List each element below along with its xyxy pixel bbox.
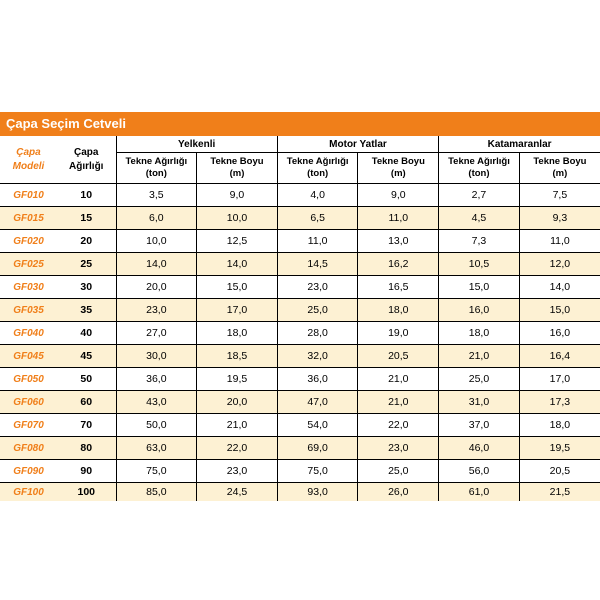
sheet-title: Çapa Seçim Cetveli <box>0 112 600 136</box>
catamaran-weight-cell: 10,5 <box>439 253 520 276</box>
anchor-weight-cell: 50 <box>57 368 116 391</box>
sailboat-length-cell: 15,0 <box>197 276 278 299</box>
header-anchor-weight: Çapa Ağırlığı <box>57 136 116 184</box>
group-header-motor-yachts: Motor Yatlar <box>277 136 438 153</box>
table-row <box>0 391 600 414</box>
catamaran-length-cell: 17,0 <box>519 368 600 391</box>
sailboat-weight-cell: 85,0 <box>116 483 197 502</box>
sailboat-length-cell: 17,0 <box>197 299 278 322</box>
anchor-model-cell: GF050 <box>0 368 57 391</box>
catamaran-weight-cell: 37,0 <box>439 414 520 437</box>
catamaran-length-cell: 16,0 <box>519 322 600 345</box>
motoryacht-length-cell: 18,0 <box>358 299 439 322</box>
sailboat-length-cell: 23,0 <box>197 460 278 483</box>
header-anchor-model: Çapa Modeli <box>0 136 57 184</box>
motoryacht-weight-cell: 93,0 <box>277 483 358 502</box>
sailboat-length-cell: 20,0 <box>197 391 278 414</box>
motoryacht-length-cell: 16,5 <box>358 276 439 299</box>
catamaran-weight-cell: 61,0 <box>439 483 520 502</box>
sailboat-length-cell: 21,0 <box>197 414 278 437</box>
catamaran-weight-cell: 21,0 <box>439 345 520 368</box>
subheader-boat-weight: Tekne Ağırlığı (ton) <box>439 153 520 184</box>
anchor-model-cell: GF100 <box>0 483 57 502</box>
table-row <box>0 299 600 322</box>
motoryacht-length-cell: 21,0 <box>358 368 439 391</box>
anchor-weight-cell: 25 <box>57 253 116 276</box>
catamaran-length-cell: 21,5 <box>519 483 600 502</box>
sailboat-length-cell: 12,5 <box>197 230 278 253</box>
sailboat-weight-cell: 63,0 <box>116 437 197 460</box>
catamaran-weight-cell: 46,0 <box>439 437 520 460</box>
catamaran-weight-cell: 31,0 <box>439 391 520 414</box>
catamaran-length-cell: 18,0 <box>519 414 600 437</box>
anchor-weight-cell: 20 <box>57 230 116 253</box>
subheader-boat-weight: Tekne Ağırlığı (ton) <box>116 153 197 184</box>
motoryacht-weight-cell: 47,0 <box>277 391 358 414</box>
anchor-weight-cell: 60 <box>57 391 116 414</box>
catamaran-length-cell: 20,5 <box>519 460 600 483</box>
sailboat-length-cell: 9,0 <box>197 184 278 207</box>
catamaran-length-cell: 14,0 <box>519 276 600 299</box>
motoryacht-weight-cell: 36,0 <box>277 368 358 391</box>
catamaran-length-cell: 12,0 <box>519 253 600 276</box>
group-header-catamarans: Katamaranlar <box>439 136 600 153</box>
anchor-model-cell: GF010 <box>0 184 57 207</box>
subheader-boat-length: Tekne Boyu (m) <box>358 153 439 184</box>
anchor-weight-cell: 30 <box>57 276 116 299</box>
sailboat-weight-cell: 20,0 <box>116 276 197 299</box>
anchor-weight-cell: 100 <box>57 483 116 502</box>
table-row <box>0 368 600 391</box>
catamaran-weight-cell: 16,0 <box>439 299 520 322</box>
sailboat-weight-cell: 14,0 <box>116 253 197 276</box>
anchor-model-cell: GF070 <box>0 414 57 437</box>
motoryacht-length-cell: 13,0 <box>358 230 439 253</box>
table-row <box>0 414 600 437</box>
motoryacht-length-cell: 16,2 <box>358 253 439 276</box>
anchor-model-cell: GF015 <box>0 207 57 230</box>
anchor-weight-cell: 15 <box>57 207 116 230</box>
anchor-weight-cell: 70 <box>57 414 116 437</box>
motoryacht-length-cell: 26,0 <box>358 483 439 502</box>
sailboat-weight-cell: 6,0 <box>116 207 197 230</box>
catamaran-weight-cell: 4,5 <box>439 207 520 230</box>
anchor-selection-sheet <box>0 112 600 501</box>
sailboat-weight-cell: 50,0 <box>116 414 197 437</box>
table-row <box>0 322 600 345</box>
catamaran-length-cell: 17,3 <box>519 391 600 414</box>
motoryacht-length-cell: 25,0 <box>358 460 439 483</box>
motoryacht-weight-cell: 75,0 <box>277 460 358 483</box>
anchor-weight-cell: 35 <box>57 299 116 322</box>
anchor-weight-cell: 45 <box>57 345 116 368</box>
motoryacht-length-cell: 23,0 <box>358 437 439 460</box>
motoryacht-length-cell: 9,0 <box>358 184 439 207</box>
anchor-weight-cell: 90 <box>57 460 116 483</box>
motoryacht-weight-cell: 4,0 <box>277 184 358 207</box>
motoryacht-weight-cell: 14,5 <box>277 253 358 276</box>
sailboat-length-cell: 18,0 <box>197 322 278 345</box>
table-row <box>0 207 600 230</box>
table-row <box>0 276 600 299</box>
anchor-selection-table <box>0 136 600 501</box>
anchor-model-cell: GF020 <box>0 230 57 253</box>
anchor-model-cell: GF045 <box>0 345 57 368</box>
sailboat-length-cell: 14,0 <box>197 253 278 276</box>
anchor-model-cell: GF040 <box>0 322 57 345</box>
anchor-weight-cell: 80 <box>57 437 116 460</box>
table-row <box>0 437 600 460</box>
catamaran-weight-cell: 25,0 <box>439 368 520 391</box>
catamaran-length-cell: 16,4 <box>519 345 600 368</box>
catamaran-weight-cell: 7,3 <box>439 230 520 253</box>
table-row <box>0 483 600 502</box>
subheader-boat-weight: Tekne Ağırlığı (ton) <box>277 153 358 184</box>
catamaran-length-cell: 15,0 <box>519 299 600 322</box>
motoryacht-length-cell: 19,0 <box>358 322 439 345</box>
anchor-weight-cell: 10 <box>57 184 116 207</box>
motoryacht-length-cell: 11,0 <box>358 207 439 230</box>
motoryacht-weight-cell: 6,5 <box>277 207 358 230</box>
sailboat-weight-cell: 75,0 <box>116 460 197 483</box>
anchor-model-cell: GF080 <box>0 437 57 460</box>
table-row <box>0 345 600 368</box>
motoryacht-weight-cell: 11,0 <box>277 230 358 253</box>
table-row <box>0 184 600 207</box>
sailboat-weight-cell: 36,0 <box>116 368 197 391</box>
motoryacht-length-cell: 20,5 <box>358 345 439 368</box>
sailboat-weight-cell: 3,5 <box>116 184 197 207</box>
sailboat-length-cell: 18,5 <box>197 345 278 368</box>
sailboat-weight-cell: 23,0 <box>116 299 197 322</box>
anchor-weight-cell: 40 <box>57 322 116 345</box>
sailboat-length-cell: 10,0 <box>197 207 278 230</box>
catamaran-weight-cell: 18,0 <box>439 322 520 345</box>
sailboat-weight-cell: 10,0 <box>116 230 197 253</box>
motoryacht-length-cell: 21,0 <box>358 391 439 414</box>
subheader-boat-length: Tekne Boyu (m) <box>519 153 600 184</box>
group-header-sailboats: Yelkenli <box>116 136 277 153</box>
subheader-boat-length: Tekne Boyu (m) <box>197 153 278 184</box>
anchor-model-cell: GF035 <box>0 299 57 322</box>
motoryacht-length-cell: 22,0 <box>358 414 439 437</box>
table-row <box>0 460 600 483</box>
table-row <box>0 230 600 253</box>
catamaran-length-cell: 9,3 <box>519 207 600 230</box>
motoryacht-weight-cell: 23,0 <box>277 276 358 299</box>
sailboat-weight-cell: 27,0 <box>116 322 197 345</box>
catamaran-length-cell: 19,5 <box>519 437 600 460</box>
motoryacht-weight-cell: 25,0 <box>277 299 358 322</box>
table-row <box>0 253 600 276</box>
sailboat-weight-cell: 30,0 <box>116 345 197 368</box>
sailboat-length-cell: 19,5 <box>197 368 278 391</box>
anchor-model-cell: GF060 <box>0 391 57 414</box>
motoryacht-weight-cell: 69,0 <box>277 437 358 460</box>
sailboat-length-cell: 24,5 <box>197 483 278 502</box>
catamaran-weight-cell: 2,7 <box>439 184 520 207</box>
anchor-model-cell: GF030 <box>0 276 57 299</box>
anchor-model-cell: GF090 <box>0 460 57 483</box>
catamaran-weight-cell: 15,0 <box>439 276 520 299</box>
motoryacht-weight-cell: 54,0 <box>277 414 358 437</box>
sailboat-weight-cell: 43,0 <box>116 391 197 414</box>
anchor-model-cell: GF025 <box>0 253 57 276</box>
catamaran-weight-cell: 56,0 <box>439 460 520 483</box>
sailboat-length-cell: 22,0 <box>197 437 278 460</box>
catamaran-length-cell: 7,5 <box>519 184 600 207</box>
motoryacht-weight-cell: 28,0 <box>277 322 358 345</box>
catamaran-length-cell: 11,0 <box>519 230 600 253</box>
motoryacht-weight-cell: 32,0 <box>277 345 358 368</box>
